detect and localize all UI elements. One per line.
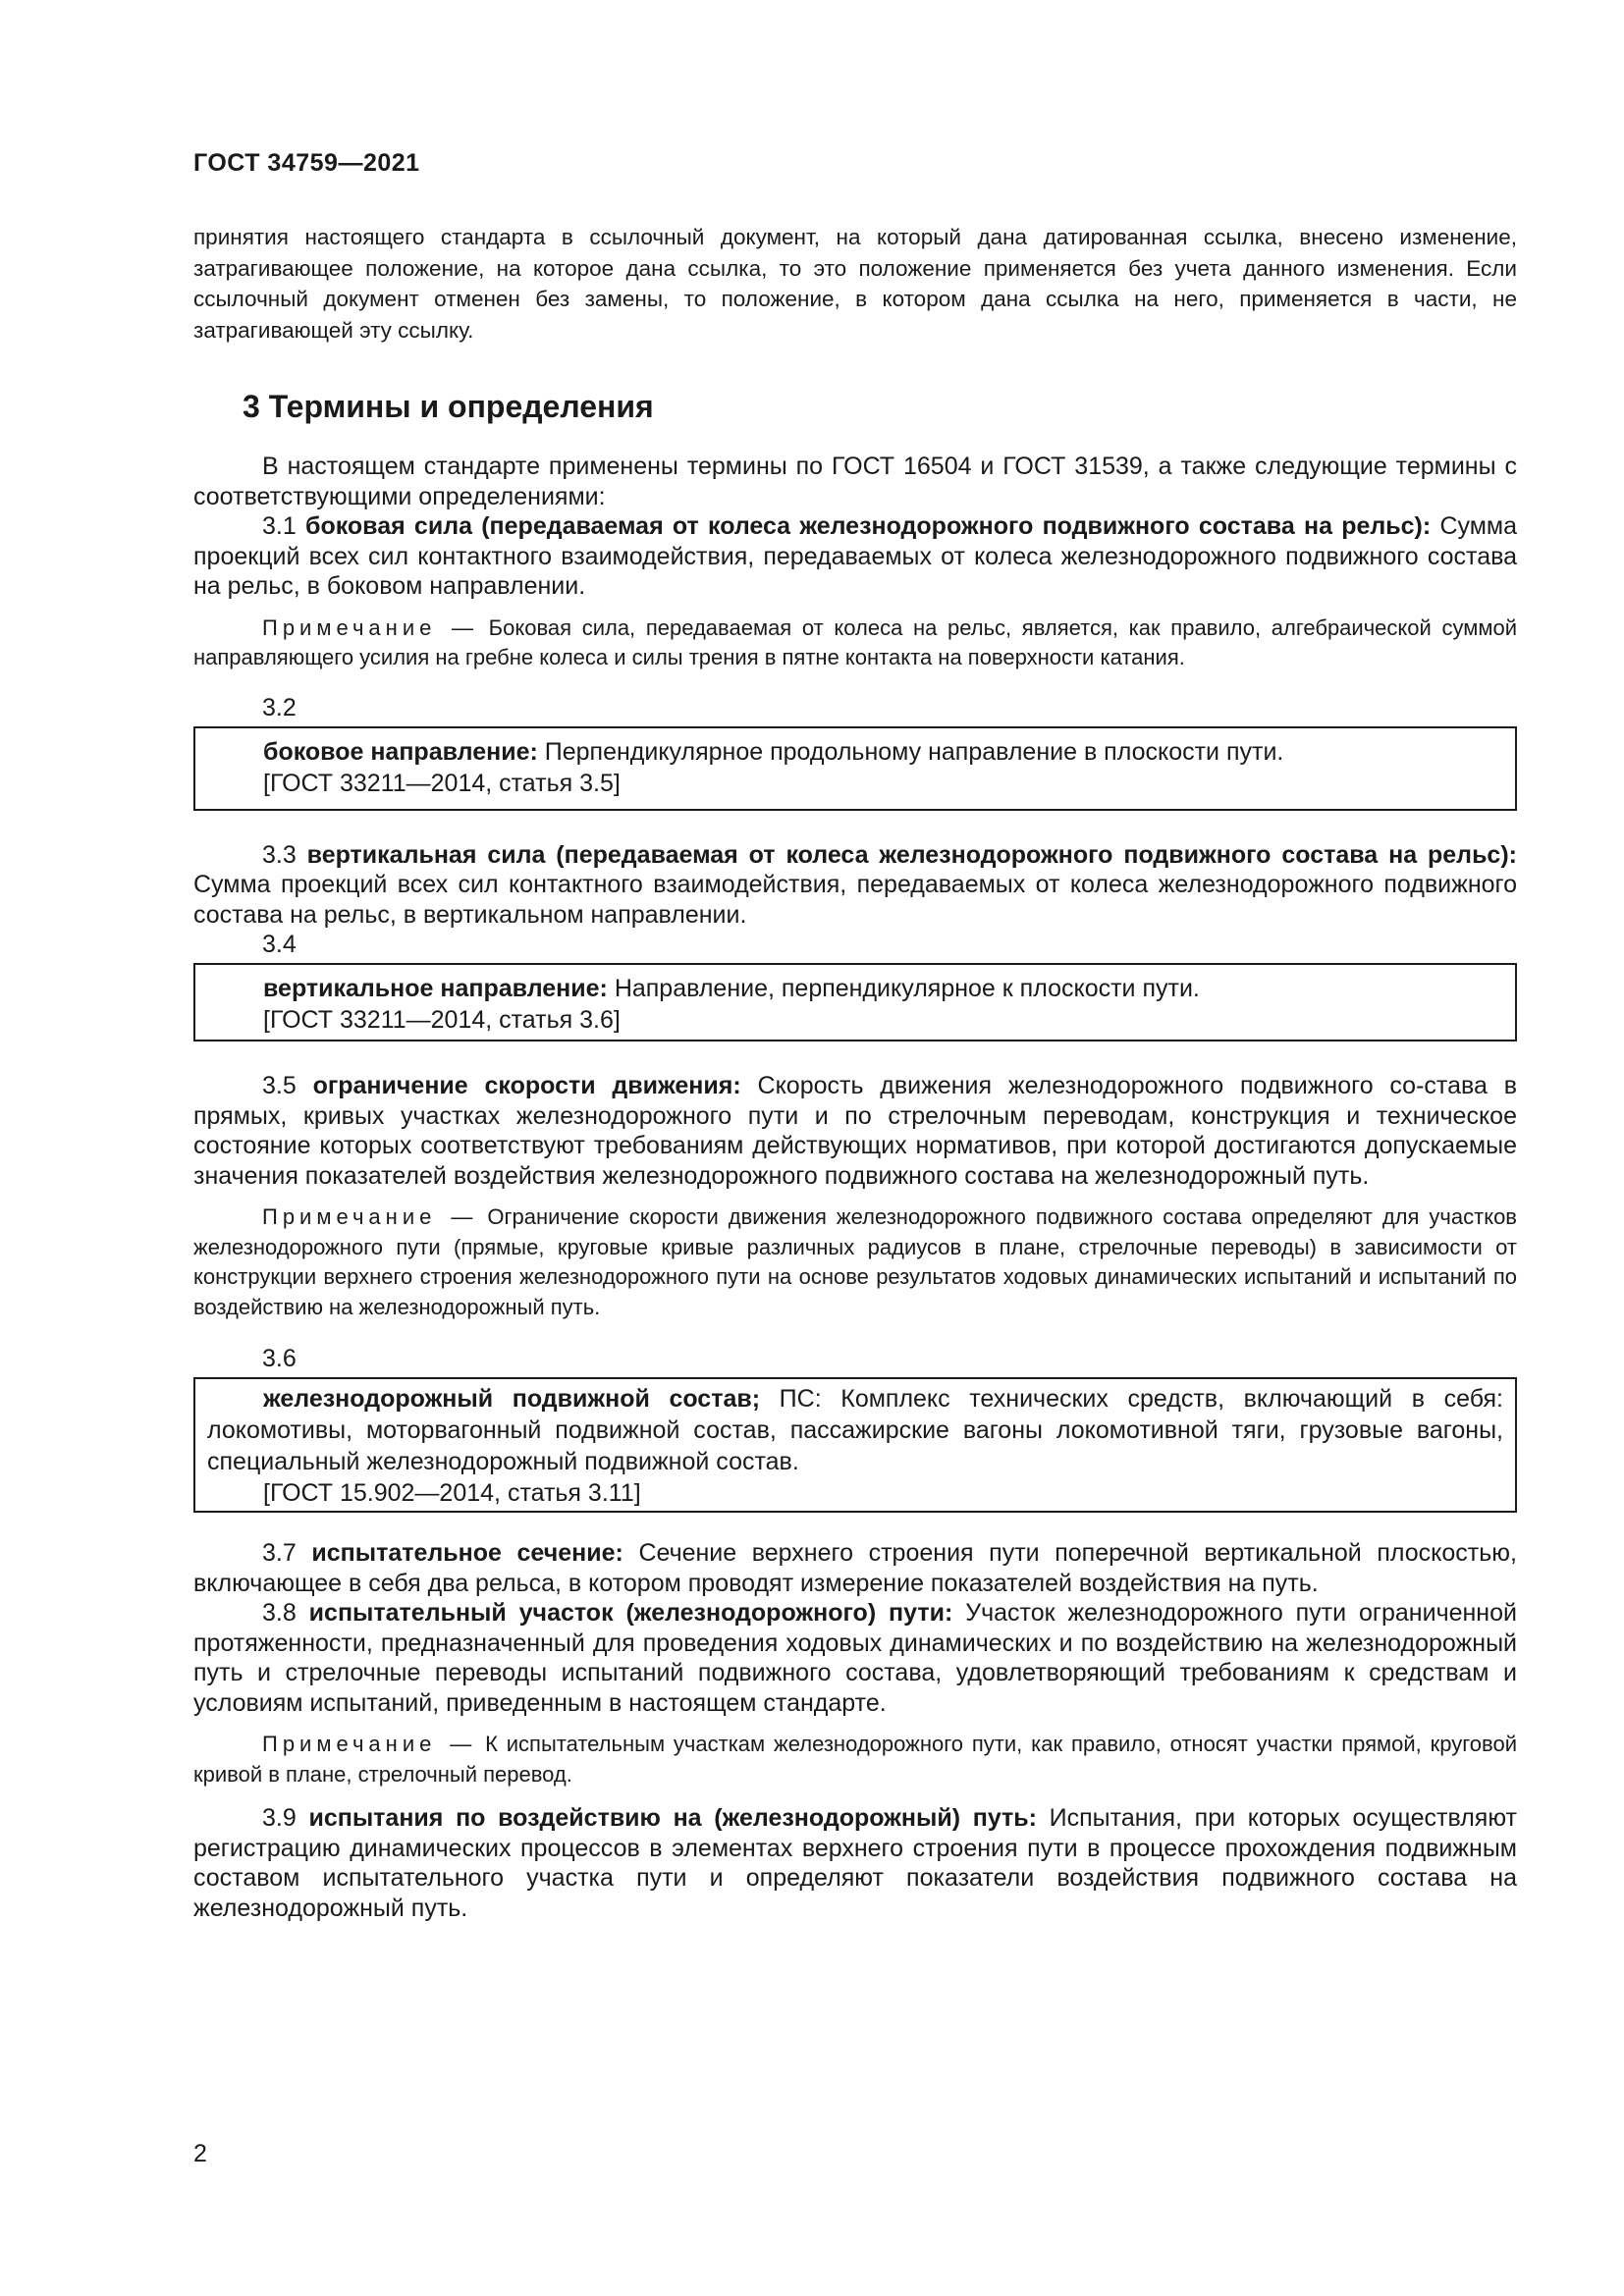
note-label: Примечание —	[262, 1732, 477, 1756]
term-number: 3.5	[262, 1072, 297, 1099]
term-reference: [ГОСТ 33211—2014, статья 3.5]	[263, 769, 621, 797]
term-3-4	[207, 973, 1503, 1004]
section-lead: В настоящем стандарте применены термины по ГОСТ 16504 и ГОСТ 31539, а также следующие термины с соответствующими определениями:	[193, 453, 1517, 510]
term-number: 3.1	[262, 512, 297, 540]
term-definition: ПС: Комплекс технических средств, включающий в себя: локомотивы, моторвагонный подвижной состав, пассажирские вагоны локомотивной тяги, грузовые вагоны, специальный железнодорожный подвижной состав.	[207, 1385, 1503, 1475]
term-3-5	[193, 1071, 1517, 1191]
page-number: 2	[193, 2140, 207, 2167]
term-title: испытательный участок (железнодорожного) пути:	[308, 1599, 953, 1627]
term-box-3-4	[193, 963, 1517, 1041]
note-text: Ограничение скорости движения железнодорожного подвижного состава определяют для участков железнодорожного пути (прямые, круговые кривые различных радиусов в плане, стрелочные переводы) в зависимости от конструкции верхнего строения железнодорожного пути на основе результатов ходовых динамических испытаний и испытаний по воздействию на железнодорожный путь.	[193, 1204, 1517, 1319]
term-title: железнодорожный подвижной состав;	[263, 1385, 761, 1413]
term-definition: Сечение верхнего строения пути поперечной вертикальной плоскостью, включающее в себя два рельса, в котором проводят измерение показателей воздействия на путь.	[193, 1539, 1517, 1597]
term-number-3-6: 3.6	[262, 1345, 297, 1372]
section-title: 3 Термины и определения	[243, 389, 654, 424]
note-text: К испытательным участкам железнодорожного пути, как правило, относят участки прямой, круговой кривой в плане, стрелочный перевод.	[193, 1732, 1517, 1787]
term-number: 3.7	[262, 1539, 297, 1567]
term-title: боковая сила (передаваемая от колеса железнодорожного подвижного состава на рельс):	[305, 512, 1432, 540]
term-number: 3.9	[262, 1804, 297, 1832]
term-definition: Сумма проекций всех сил контактного взаимодействия, передаваемых от колеса железнодорожного подвижного состава на рельс, в боковом направлении.	[193, 512, 1517, 600]
note-text: Боковая сила, передаваемая от колеса на рельс, является, как правило, алгебраической суммой направляющего усилия на гребне колеса и силы трения в пятне контакта на поверхности катания.	[193, 614, 1517, 669]
term-number-3-4: 3.4	[262, 931, 297, 958]
term-title: испытания по воздействию на (железнодорожный) путь:	[308, 1804, 1037, 1832]
term-reference: [ГОСТ 15.902—2014, статья 3.11]	[263, 1479, 641, 1507]
term-title: вертикальное направление:	[263, 975, 608, 1002]
note-3-5	[193, 1202, 1517, 1322]
term-reference: [ГОСТ 33211—2014, статья 3.6]	[263, 1006, 621, 1034]
term-box-3-2	[193, 726, 1517, 811]
note-3-8	[193, 1730, 1517, 1789]
document-header: ГОСТ 34759—2021	[193, 149, 420, 177]
term-title: ограничение скорости движения:	[312, 1072, 741, 1099]
term-definition: Сумма проекций всех сил контактного взаимодействия, передаваемых от колеса железнодорожного подвижного состава на рельс, в вертикальном направлении.	[193, 871, 1517, 929]
term-definition: Скорость движения железнодорожного подвижного со-става в прямых, кривых участках железнодорожного пути и по стрелочным переводам, конструкция и техническое состояние которых соответствуют требованиям действующих нормативов, при которой достигаются допускаемые значения показателей воздействия железнодорожного подвижного состава на железнодорожный путь.	[193, 1072, 1517, 1190]
term-3-8	[193, 1598, 1517, 1718]
term-number-3-2: 3.2	[262, 693, 297, 721]
term-title: испытательное сечение:	[311, 1539, 623, 1567]
term-3-6	[207, 1383, 1503, 1477]
note-3-1	[193, 614, 1517, 673]
term-3-7	[193, 1538, 1517, 1598]
note-label: Примечание —	[262, 1204, 478, 1229]
term-definition: Перпендикулярное продольному направление в плоскости пути.	[544, 737, 1284, 766]
term-definition: Участок железнодорожного пути ограниченной протяженности, предназначенный для проведения ходовых динамических и по воздействию на железнодорожный путь и стрелочные переводы испытаний подвижного состава, удовлетворяющий требованиям к средствам и условиям испытаний, приведенным в настоящем стандарте.	[193, 1599, 1517, 1717]
term-title: боковое направление:	[263, 737, 538, 766]
term-definition: Испытания, при которых осуществляют регистрацию динамических процессов в элементах верхнего строения пути в процессе прохождения подвижным составом испытательного участка пути и определяют показатели воздействия подвижного состава на железнодорожный путь.	[193, 1804, 1517, 1922]
note-label: Примечание —	[262, 614, 478, 640]
term-3-3	[193, 840, 1517, 931]
term-number: 3.3	[262, 840, 297, 869]
term-number: 3.8	[262, 1599, 297, 1627]
term-3-2	[207, 736, 1503, 768]
term-box-3-6	[193, 1377, 1517, 1513]
page-content	[193, 222, 1517, 1923]
term-3-1	[193, 511, 1517, 602]
intro-paragraph: принятия настоящего стандарта в ссылочный документ, на который дана датированная ссылка, внесено изменение, затрагивающее положение, на которое дана ссылка, то это положение применяется без учета данного изменения. Если ссылочный документ отменен без замены, то положение, в котором дана ссылка на него, применяется в части, не затрагивающей эту ссылку.	[193, 225, 1517, 343]
term-definition: Направление, перпендикулярное к плоскости пути.	[614, 975, 1200, 1002]
term-title: вертикальная сила (передаваемая от колеса железнодорожного подвижного состава на рельс):	[306, 840, 1517, 869]
term-3-9	[193, 1803, 1517, 1923]
